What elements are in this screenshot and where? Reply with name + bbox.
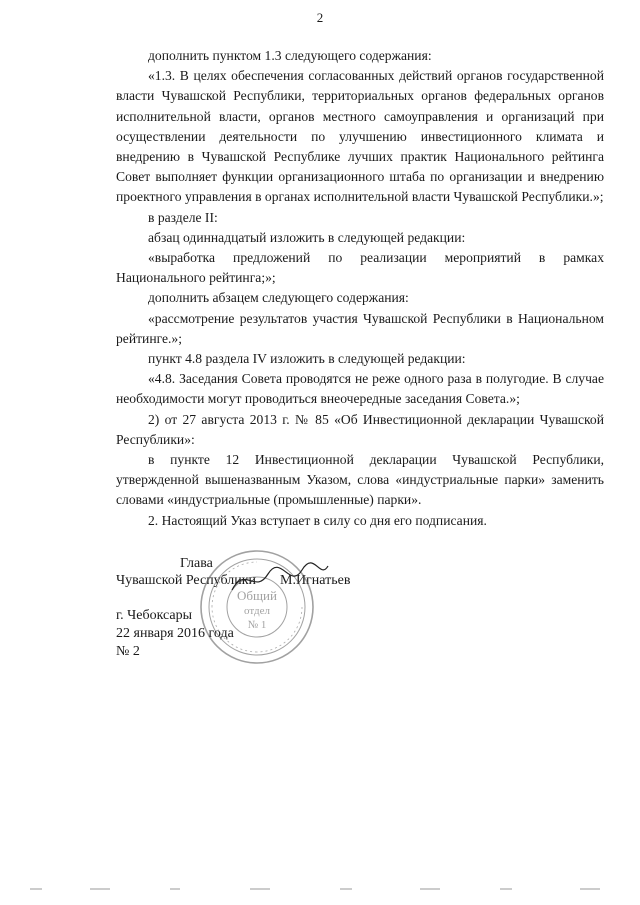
document-number: № 2 bbox=[116, 644, 140, 659]
document-date: 22 января 2016 года bbox=[116, 626, 234, 641]
seal-text: Общий bbox=[237, 588, 277, 603]
document-body bbox=[116, 46, 604, 531]
paragraph: дополнить абзацем следующего содержания: bbox=[148, 290, 409, 306]
paragraph: в пункте 12 Инвестиционной декларации Чувашской Республики, утвержденной вышеназванным Указом, слова «индустриальные парки» заменить словами «индустриальные (промышленные) парки». bbox=[116, 452, 604, 508]
seal-text: № 1 bbox=[247, 619, 267, 631]
scan-edge-marks bbox=[0, 884, 640, 894]
paragraph: «1.3. В целях обеспечения согласованных действий органов государственной власти Чувашской Республики, территориальных органов федеральных органов исполнительной власти, органов местного самоуправления и организаций при осуществлении деятельности по улучшению инвестиционного климата и внедрению в Чувашской Республике лучших практик Национального рейтинга Совет выполняет функции организационного штаба по организации и внедрению проектного управления в органах исполнительной власти Чувашской Республики.»; bbox=[116, 68, 604, 205]
paragraph: «4.8. Заседания Совета проводятся не реже одного раза в полугодие. В случае необходимости могут проводиться внеочередные заседания Совета.»; bbox=[116, 371, 604, 407]
signature-title: Глава bbox=[180, 556, 213, 571]
signature-name: М.Игнатьев bbox=[280, 573, 351, 588]
document-place: г. Чебоксары bbox=[116, 608, 193, 623]
signature-scribble bbox=[230, 560, 330, 600]
page-number: 2 bbox=[316, 10, 324, 25]
paragraph: абзац одиннадцатый изложить в следующей редакции: bbox=[148, 229, 466, 245]
paragraph: 2) от 27 августа 2013 г. № 85 «Об Инвестиционной декларации Чувашской Республики»: bbox=[116, 411, 604, 447]
paragraph: 2. Настоящий Указ вступает в силу со дня его подписания. bbox=[148, 512, 487, 528]
paragraph: пункт 4.8 раздела IV изложить в следующей редакции: bbox=[148, 351, 466, 367]
paragraph: в разделе II: bbox=[148, 209, 218, 225]
paragraph: дополнить пунктом 1.3 следующего содержания: bbox=[148, 48, 432, 63]
seal-text: отдел bbox=[244, 605, 270, 617]
paragraph: «выработка предложений по реализации мероприятий в рамках Национального рейтинга;»; bbox=[116, 250, 604, 286]
signature-organization: Чувашской Республики bbox=[116, 573, 257, 588]
paragraph: «рассмотрение результатов участия Чувашской Республики в Национальном рейтинге.»; bbox=[116, 310, 604, 346]
